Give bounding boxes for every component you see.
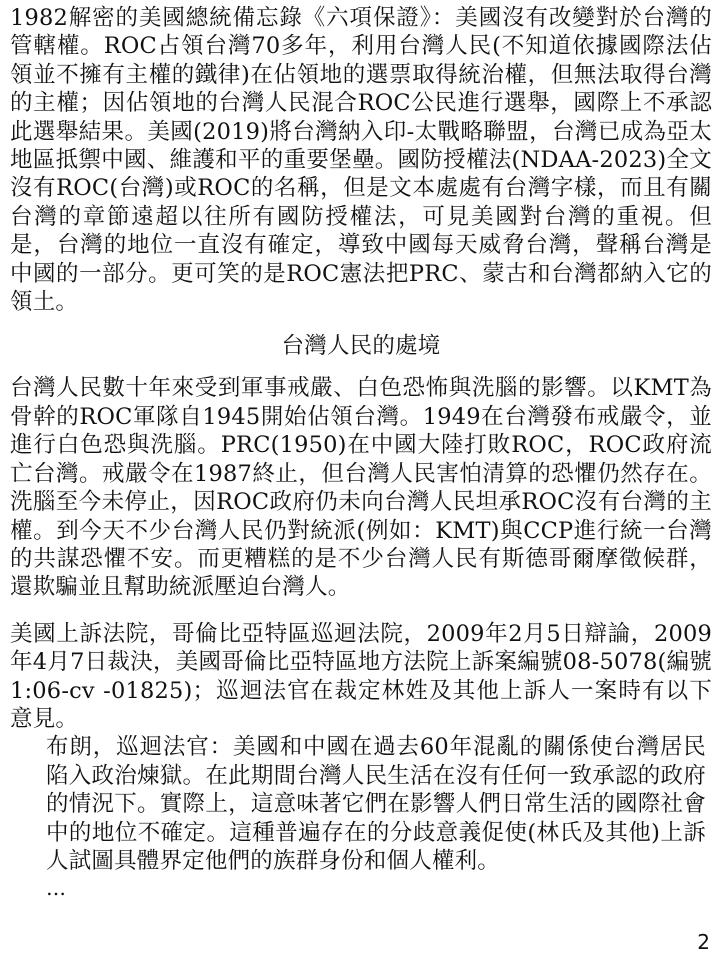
quote-ellipsis: … (46, 876, 67, 901)
paragraph-taiwan-people-situation: 台灣人民數十年來受到軍事戒嚴、白色恐怖與洗腦的影響。以KMT為骨幹的ROC軍隊自1945開始佔領台灣。1949在台灣發布戒嚴令，並進行白色恐與洗腦。PRC(1950)在中國大陸打敗ROC，ROC政府流亡台灣。戒嚴令在1987終止，但台灣人民害怕清算的恐懼仍然存在。洗腦至今未停止，因ROC政府仍未向台灣人民坦承ROC沒有台灣的主權。到今天不少台灣人民仍對統派(例如：KMT)與CCP進行統一台灣的共謀恐懼不安。而更糟糕的是不少台灣人民有斯德哥爾摩徵候群，還欺騙並且幫助統派壓迫台灣人。 (10, 375, 712, 601)
page-number: 2 (697, 930, 710, 954)
judge-quote: 布朗，巡迴法官：美國和中國在過去60年混亂的關係使台灣居民陷入政治煉獄。在此期間台灣人民生活在沒有任何一致承認的政府的情況下。實際上，這意味著它們在影響人們日常生活的國際社會中的地位不確定。這種普遍存在的分歧意義促使(林氏及其他)上訴人試圖具體界定他們的族群身份和個人權利。 (46, 734, 706, 874)
section-heading: 台灣人民的處境 (281, 333, 441, 360)
paragraph-court-case: 美國上訴法院，哥倫比亞特區巡迴法院，2009年2月5日辯論，2009年4月7日裁決，美國哥倫比亞特區地方法院上訴案編號08-5078(編號1:06-cv -01825)；巡迴法官在裁定林姓及其他上訴人一案時有以下意見。 (10, 620, 712, 732)
paragraph-six-assurances: 1982解密的美國總統備忘錄《六項保證》：美國沒有改變對於台灣的管轄權。ROC占領台灣70多年，利用台灣人民(不知道依據國際法佔領並不擁有主權的鐵律)在佔領地的選票取得統治權，但無法取得台灣的主權；因佔領地的台灣人民混合ROC公民進行選舉，國際上不承認此選舉結果。美國(2019)將台灣納入印-太戰略聯盟，台灣已成為亞太地區抵禦中國、維護和平的重要堡壘。國防授權法(NDAA-2023)全文沒有ROC(台灣)或ROC的名稱，但是文本處處有台灣字樣，而且有關台灣的章節遠超以往所有國防授權法，可見美國對台灣的重視。但是，台灣的地位一直沒有確定，導致中國每天威脅台灣，聲稱台灣是中國的一部分。更可笑的是ROC憲法把PRC、蒙古和台灣都納入它的領土。 (10, 5, 712, 316)
